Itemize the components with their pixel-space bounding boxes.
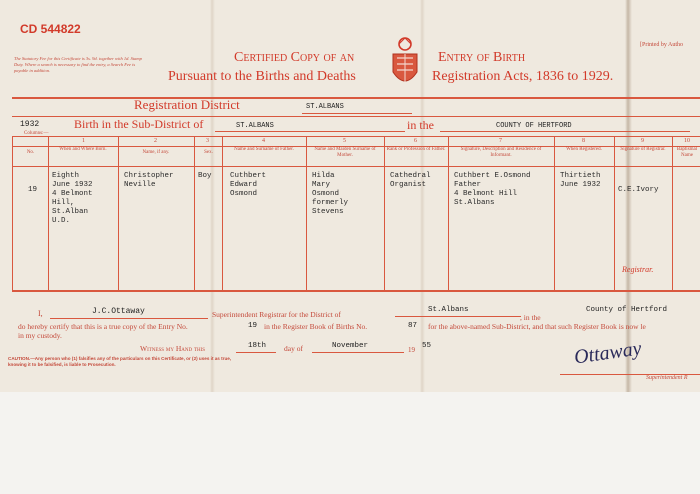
- in-the-label: in the: [407, 118, 434, 132]
- col-num-6: 6: [414, 138, 417, 144]
- superintendent-signature: Ottaway: [572, 337, 643, 369]
- title-registration-acts: Registration Acts, 1836 to 1929.: [432, 69, 614, 84]
- entry-no: 19: [28, 186, 38, 194]
- header-rank: Rank or Profession of Father.: [386, 147, 446, 152]
- witness-month: November: [332, 342, 369, 350]
- fee-note: The Statutory Fee for this Certificate is 3s. 9d. together with 1d. Stamp Duty. Where a search is necessary to find the entry, a Search Fee is payable in addition.: [14, 56, 142, 73]
- header-when-where-born: When and Where Born.: [59, 147, 107, 152]
- col-num-8: 8: [582, 138, 585, 144]
- caution-note: CAUTION.—Any person who (1) falsifies any of the particulars on this Certificate, or (2) uses it as true, knowing it to be falsified, is liable to Prosecution.: [8, 356, 232, 367]
- col-num-5: 5: [343, 138, 346, 144]
- entry-father: Cuthbert Edward Osmond: [230, 172, 267, 198]
- printed-by-note: [Printed by Autho: [640, 42, 683, 48]
- entry-sex: Boy: [198, 172, 212, 180]
- col-num-7: 7: [499, 138, 502, 144]
- certify-superintendent-text: Superintendent Registrar for the District of: [212, 310, 341, 319]
- witness-year-prefix: 19: [408, 346, 415, 354]
- header-baptismal: Baptismal Name: [676, 147, 698, 158]
- registration-district-label: Registration District: [134, 97, 240, 112]
- title-certified-copy: Certified Copy of an: [234, 50, 355, 65]
- entry-informant: Cuthbert E.Osmond Father 4 Belmont Hill St.Albans: [454, 172, 531, 207]
- header-informant: Signature, Description and Residence of Informant.: [460, 147, 542, 158]
- royal-crest-icon: [388, 36, 422, 92]
- certify-district: St.Albans: [428, 306, 469, 314]
- certify-line3: in my custody.: [18, 331, 62, 340]
- certify-county: County of Hertford: [586, 306, 668, 314]
- witness-label: Witness my Hand this: [140, 344, 206, 353]
- col-num-3: 3: [206, 138, 209, 144]
- entry-registrar: C.E.Ivory: [618, 186, 659, 194]
- certify-line2: do hereby certify that this is a true copy of the Entry No.: [18, 322, 188, 331]
- col-num-4: 4: [262, 138, 265, 144]
- certify-line2c: for the above-named Sub-District, and that such Register Book is now le: [428, 322, 646, 331]
- certify-i: I,: [38, 309, 43, 318]
- entry-when-registered: Thirtieth June 1932: [560, 172, 601, 189]
- header-mother: Name and Maiden Surname of Mother.: [314, 147, 376, 158]
- col-num-1: 1: [82, 138, 85, 144]
- header-when-registered: When Registered.: [566, 147, 602, 152]
- registration-year: 1932: [20, 120, 40, 129]
- superintendent-label: Superintendent R: [646, 375, 688, 381]
- witness-year-suffix: 55: [422, 342, 432, 350]
- header-no: No.: [26, 150, 35, 155]
- title-pursuant: Pursuant to the Births and Deaths: [168, 69, 356, 84]
- subdistrict-value: ST.ALBANS: [236, 122, 274, 130]
- header-registrar-signature: Signature of Registrar.: [620, 147, 666, 152]
- subdistrict-label: Birth in the Sub-District of: [74, 117, 204, 131]
- entry-mother: Hilda Mary Osmond formerly Stevens: [312, 172, 349, 216]
- header-father: Name and Surname of Father.: [234, 147, 294, 152]
- certify-line2b: in the Register Book of Births No.: [264, 322, 368, 331]
- certify-registrar-name: J.C.Ottaway: [92, 307, 145, 316]
- county-value: COUNTY OF HERTFORD: [496, 122, 572, 130]
- registrar-label: Registrar.: [622, 265, 654, 274]
- header-sex: Sex.: [204, 150, 213, 155]
- title-entry-of-birth: Entry of Birth: [438, 50, 526, 65]
- col-num-10: 10: [684, 138, 690, 144]
- header-name: Name, if any.: [142, 150, 170, 155]
- col-num-2: 2: [154, 138, 157, 144]
- entry-when-where-born: Eighth June 1932 4 Belmont Hill, St.Alban U.D.: [52, 172, 93, 225]
- witness-day-of: day of: [284, 344, 303, 353]
- col-num-9: 9: [641, 138, 644, 144]
- registration-district-value: ST.ALBANS: [306, 103, 344, 111]
- columns-label: Columns:—: [24, 131, 49, 136]
- entry-name: Christopher Neville: [124, 172, 174, 189]
- certify-entry-no: 19: [248, 322, 258, 330]
- certify-book-no: 87: [408, 322, 418, 330]
- entry-rank: Cathedral Organist: [390, 172, 431, 189]
- witness-day: 18th: [248, 342, 267, 350]
- certificate-serial: CD 544822: [20, 22, 81, 36]
- certify-in-the: , in the: [520, 313, 541, 322]
